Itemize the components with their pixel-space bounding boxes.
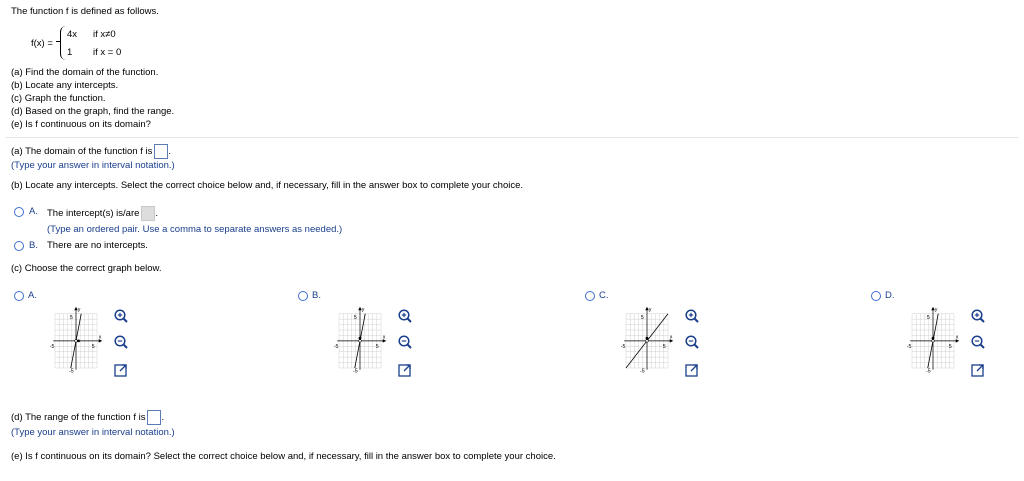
piece1-expression: 4x — [67, 29, 78, 40]
part-d-prompt: (d) The range of the function f is . — [11, 410, 164, 425]
graph-option-c[interactable] — [619, 305, 675, 375]
option-b-text: There are no intercepts. — [47, 240, 148, 251]
tick-label-x-pos: 5 — [375, 343, 379, 350]
graph-option-b[interactable] — [332, 305, 388, 375]
tick-label-y-neg: -5 — [69, 368, 74, 375]
axis-label-y: y — [77, 307, 81, 314]
external-link-icon[interactable] — [684, 362, 700, 378]
graph-option-letter-b: B. — [312, 290, 321, 301]
open-point — [75, 340, 78, 343]
axis-label-x: x — [98, 334, 102, 341]
tick-label-y-neg: -5 — [926, 368, 931, 375]
external-link-icon[interactable] — [397, 362, 413, 378]
zoom-in-icon[interactable] — [113, 308, 129, 324]
part-c-prompt: (c) Choose the correct graph below. — [11, 263, 162, 274]
axis-label-x: x — [669, 334, 673, 341]
section-divider — [6, 137, 1018, 138]
radio-graph-option-d[interactable] — [871, 291, 881, 301]
part-e-prompt: (e) Is f continuous on its domain? Select the correct choice below and, if necessary, fill in the answer box to complete your choice. — [11, 451, 556, 462]
intercept-answer-box[interactable] — [141, 206, 155, 221]
radio-graph-option-a[interactable] — [14, 291, 24, 301]
axis-label-y: y — [361, 307, 365, 314]
closed-point — [359, 337, 362, 340]
open-point — [932, 340, 935, 343]
task-c: (c) Graph the function. — [11, 93, 106, 104]
tick-label-y-pos: 5 — [926, 315, 930, 321]
task-b: (b) Locate any intercepts. — [11, 80, 119, 91]
graph-option-letter-d: D. — [885, 290, 895, 301]
task-e: (e) Is f continuous on its domain? — [11, 119, 151, 130]
external-link-icon[interactable] — [970, 362, 986, 378]
piece1-condition: if x≠0 — [93, 29, 116, 40]
closed-point — [646, 337, 649, 340]
closed-point — [932, 337, 935, 340]
closed-point — [77, 339, 80, 342]
range-answer-box[interactable] — [147, 410, 161, 425]
axis-label-y: y — [648, 307, 652, 314]
tick-label-x-neg: -5 — [906, 343, 912, 350]
graph-option-letter-c: C. — [599, 290, 609, 301]
open-point — [646, 340, 649, 343]
task-a: (a) Find the domain of the function. — [11, 67, 159, 78]
axis-label-x: x — [955, 334, 959, 341]
part-a-prompt-text: (a) The domain of the function f is — [11, 146, 153, 158]
zoom-out-icon[interactable] — [113, 334, 129, 350]
zoom-out-icon[interactable] — [684, 334, 700, 350]
tick-label-x-neg: -5 — [49, 343, 55, 350]
graph-option-a[interactable] — [48, 305, 104, 375]
external-link-icon[interactable] — [113, 362, 129, 378]
tick-label-y-pos: 5 — [640, 315, 644, 321]
option-a-label: The intercept(s) is/are — [47, 208, 140, 220]
tick-label-y-pos: 5 — [69, 315, 73, 321]
part-d-prompt-text: (d) The range of the function f is — [11, 412, 146, 424]
tick-label-y-pos: 5 — [353, 315, 357, 321]
tick-label-x-pos: 5 — [91, 343, 95, 350]
tick-label-x-pos: 5 — [948, 343, 952, 350]
part-d-hint: (Type your answer in interval notation.) — [11, 427, 175, 438]
piece2-expression: 1 — [67, 47, 73, 58]
graph-option-letter-a: A. — [28, 290, 37, 301]
option-a-hint: (Type an ordered pair. Use a comma to separate answers as needed.) — [47, 224, 343, 235]
piece2-condition: if x = 0 — [93, 47, 122, 58]
tick-label-x-neg: -5 — [620, 343, 626, 350]
axis-label-y: y — [934, 307, 938, 314]
open-point — [359, 340, 362, 343]
task-d: (d) Based on the graph, find the range. — [11, 106, 175, 117]
zoom-out-icon[interactable] — [397, 334, 413, 350]
option-b-letter: B. — [29, 240, 38, 251]
zoom-in-icon[interactable] — [970, 308, 986, 324]
graph-option-d[interactable] — [905, 305, 961, 375]
part-b-prompt: (b) Locate any intercepts. Select the correct choice below and, if necessary, fill in the answer box to complete your choice. — [11, 180, 524, 191]
fx-label: f(x) = — [31, 38, 53, 49]
part-a-prompt: (a) The domain of the function f is . — [11, 144, 171, 159]
zoom-in-icon[interactable] — [684, 308, 700, 324]
zoom-in-icon[interactable] — [397, 308, 413, 324]
domain-answer-box[interactable] — [154, 144, 168, 159]
part-a-hint: (Type your answer in interval notation.) — [11, 160, 175, 171]
tick-label-y-neg: -5 — [640, 368, 645, 375]
axis-label-x: x — [382, 334, 386, 341]
tick-label-y-neg: -5 — [353, 368, 358, 375]
zoom-out-icon[interactable] — [970, 334, 986, 350]
option-a-text: The intercept(s) is/are . — [47, 206, 158, 221]
intro-text: The function f is defined as follows. — [11, 6, 159, 17]
radio-b-option-a[interactable] — [14, 207, 24, 217]
radio-graph-option-c[interactable] — [585, 291, 595, 301]
option-a-letter: A. — [29, 206, 38, 217]
tick-label-x-neg: -5 — [333, 343, 339, 350]
tick-label-x-pos: 5 — [662, 343, 666, 350]
radio-graph-option-b[interactable] — [298, 291, 308, 301]
radio-b-option-b[interactable] — [14, 241, 24, 251]
